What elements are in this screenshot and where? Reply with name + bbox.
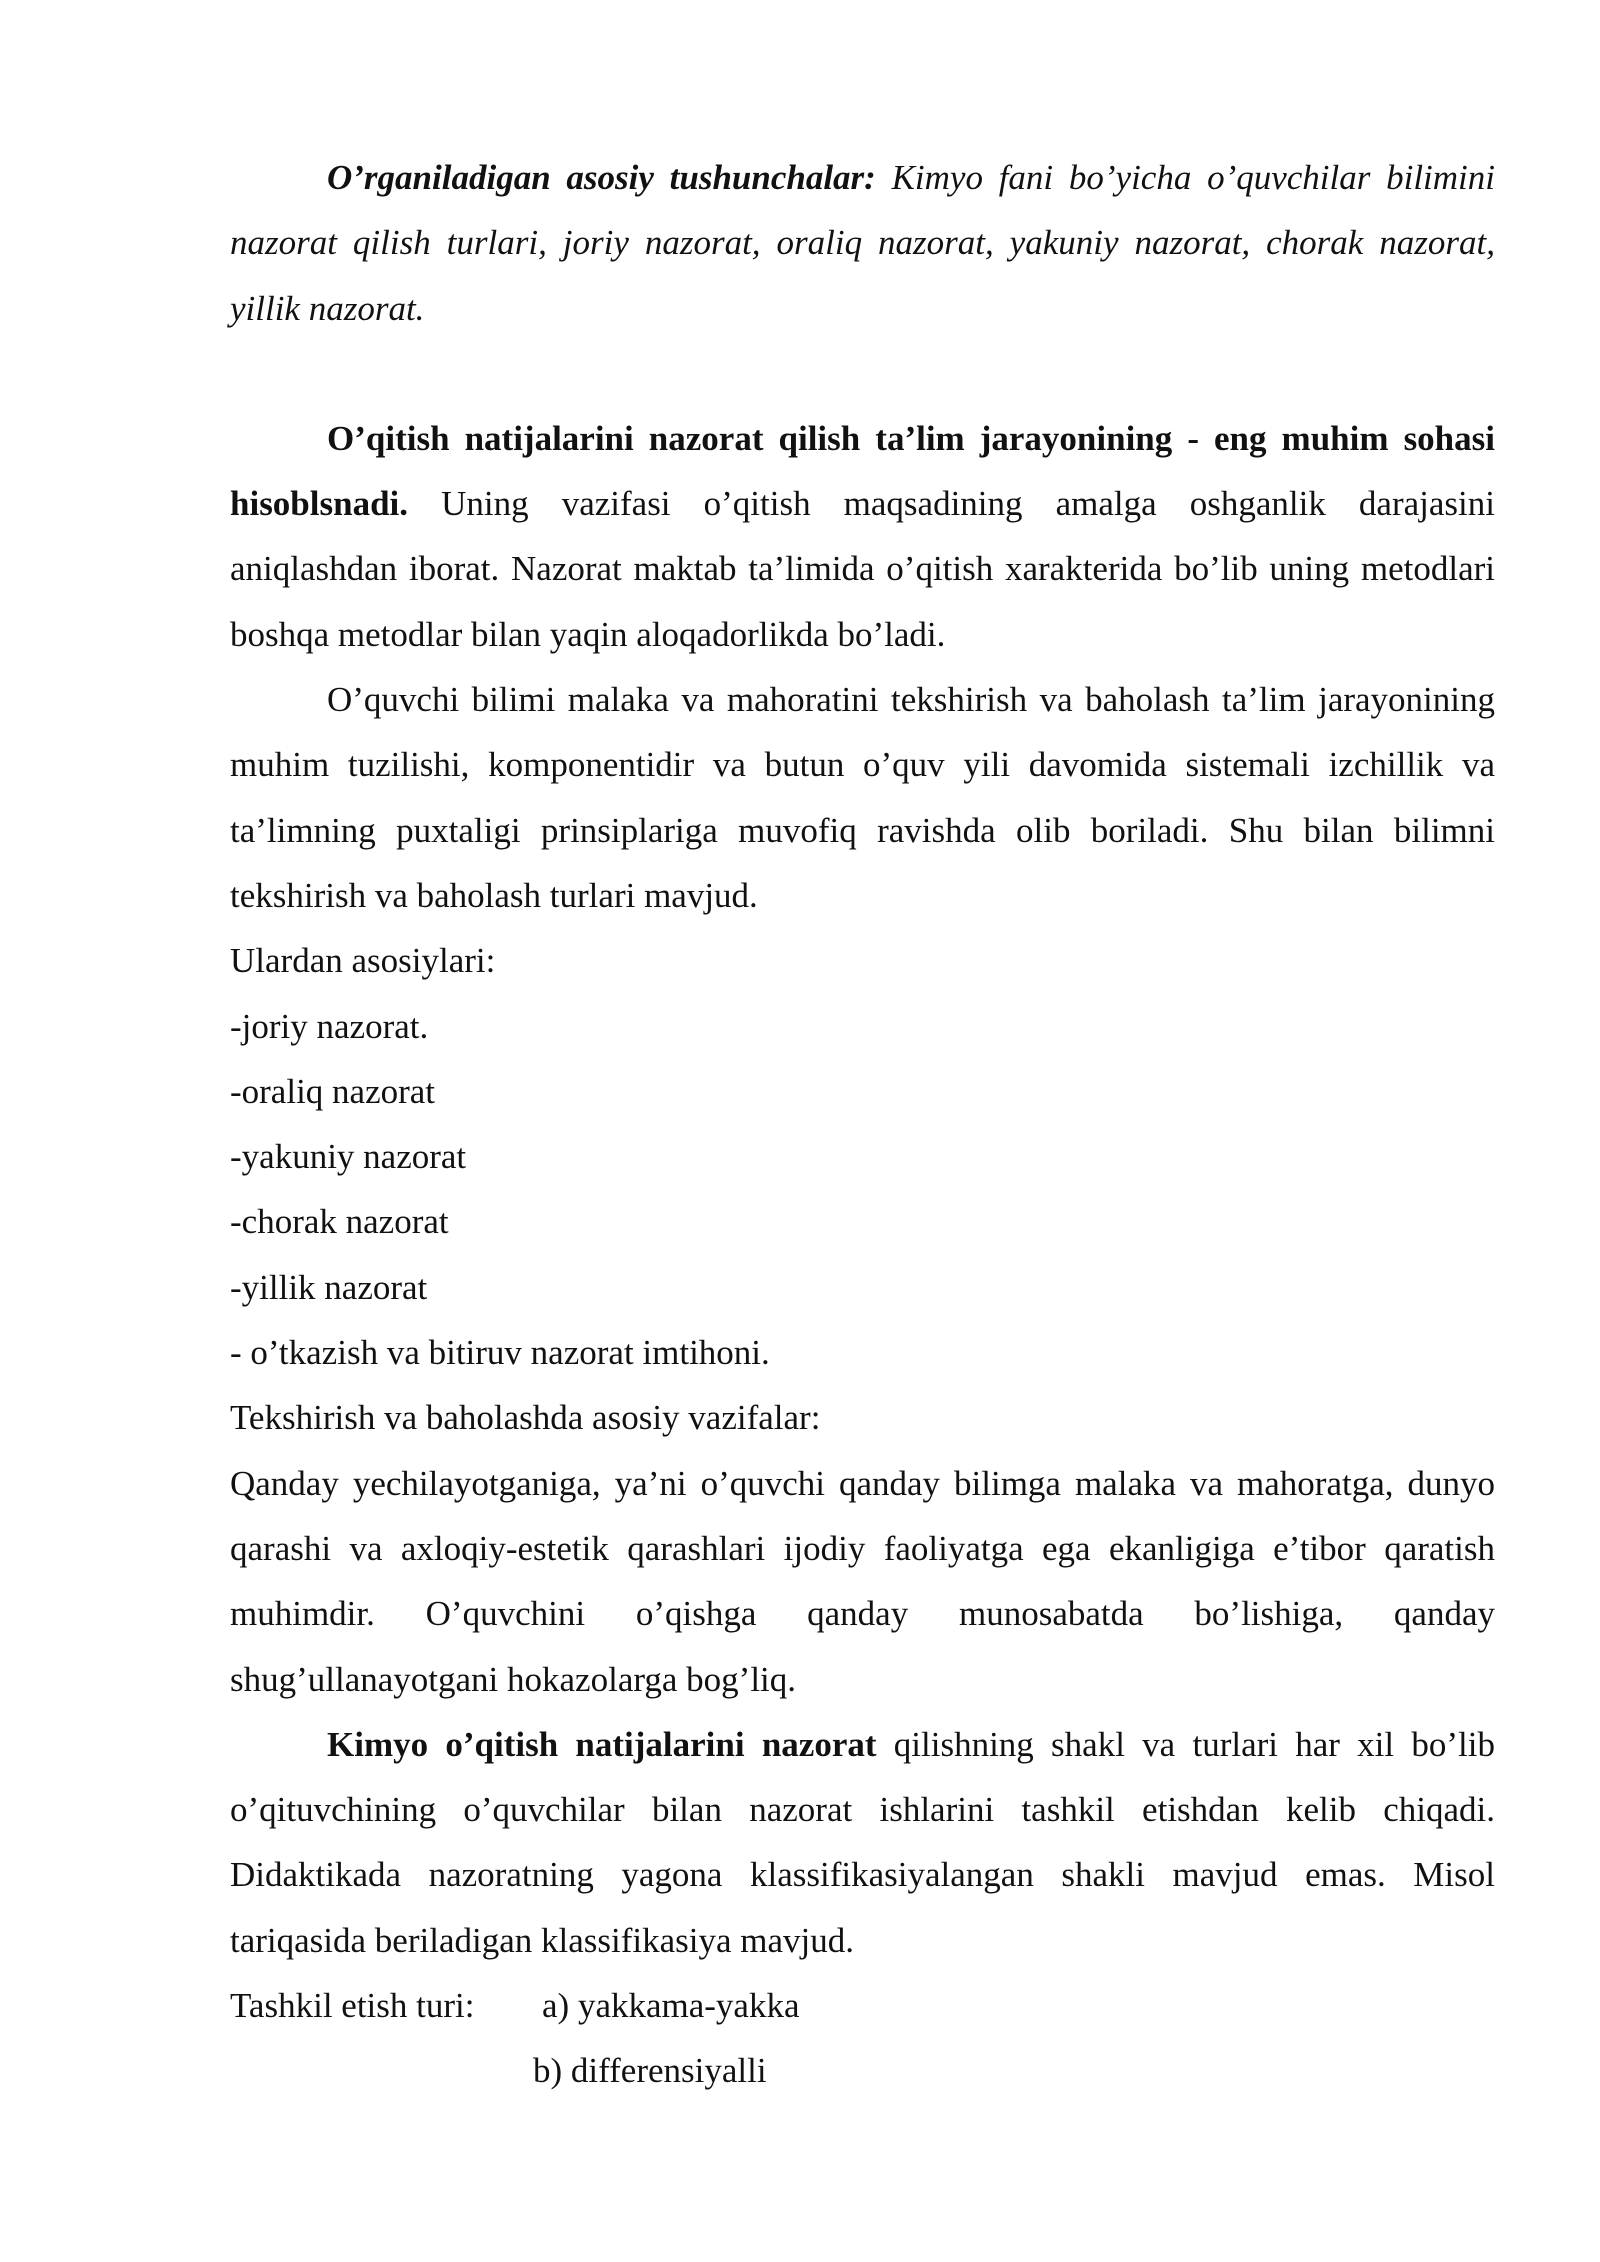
paragraph-1 — [230, 406, 1495, 667]
list-item: -oraliq nazorat — [230, 1071, 436, 1111]
list-item: - o’tkazish va bitiruv nazorat imtihoni. — [230, 1333, 770, 1373]
paragraph-2-text: O’quvchi bilimi malaka va mahoratini tekshirish va baholash ta’lim jarayonining muhim tuzilishi, komponentidir va butun o’quv yili davomida sistemali izchillik va ta’limning puxtaligi prinsiplariga muvofiq ravishda olib boriladi. Shu bilan bilimni tekshirish va baholash turlari mavjud. — [230, 680, 1495, 915]
paragraph-1-text: Uning vazifasi o’qitish maqsadining amalga oshganlik darajasini aniqlashdan iborat. Nazorat maktab ta’limida o’qitish xarakterida bo’lib uning metodlari boshqa metodlar bilan yaqin aloqadorlikda bo’ladi. — [230, 484, 1495, 654]
paragraph-3-text: Qanday yechilayotganiga, ya’ni o’quvchi qanday bilimga malaka va mahoratga, dunyo qarashi va axloqiy-estetik qarashlari ijodiy faoliyatga ega ekanligiga e’tibor qaratish muhimdir. O’quvchini o’qishga qanday munosabatda bo’lishiga, qanday shug’ullanayotgani hokazolarga bog’liq. — [230, 1463, 1495, 1699]
organization-label: Tashkil etish turi: — [230, 1986, 475, 2026]
document-page — [230, 145, 1495, 2104]
paragraph-4 — [230, 1712, 1495, 1973]
intro-heading: O’rganiladigan asosiy tushunchalar: — [327, 158, 876, 197]
organization-item-b: b) differensiyalli — [533, 2051, 767, 2091]
paragraph-gap — [230, 341, 1495, 406]
intro-paragraph — [230, 145, 1495, 341]
list-item: -yakuniy nazorat — [230, 1137, 467, 1177]
list-item: -yillik nazorat — [230, 1267, 428, 1307]
paragraph-4-text: qilishning shakl va turlari har xil bo’lib o’qituvchining o’quvchilar bilan nazorat ishlarini tashkil etishdan kelib chiqadi. Didaktikada nazoratning yagona klassifikasiyalangan shakli mavjud emas. Misol tariqasida beriladigan klassifikasiya mavjud. — [230, 1724, 1495, 1960]
intro-text: Kimyo fani bo’yicha o’quvchilar bilimini nazorat qilish turlari, joriy nazorat, oraliq nazorat, yakuniy nazorat, chorak nazorat, yillik nazorat. — [230, 158, 1495, 328]
paragraph-4-bold: Kimyo o’qitish natijalarini nazorat — [327, 1724, 877, 1764]
paragraph-3 — [230, 1451, 1495, 1712]
tasks-heading: Tekshirish va baholashda asosiy vazifalar: — [230, 1398, 821, 1438]
list-item: -chorak nazorat — [230, 1202, 449, 1242]
list-item: -joriy nazorat. — [230, 1006, 429, 1046]
organization-row-a — [230, 1973, 1495, 2038]
organization-item-a: a) yakkama-yakka — [542, 1986, 800, 2026]
list-intro: Ulardan asosiylari: — [230, 941, 496, 981]
organization-row-b — [230, 2038, 1495, 2103]
paragraph-2 — [230, 667, 1495, 928]
paragraph-1-bold: O’qitish natijalarini nazorat qilish ta’lim jarayonining - eng muhim sohasi hisoblsnadi. — [230, 418, 1495, 524]
